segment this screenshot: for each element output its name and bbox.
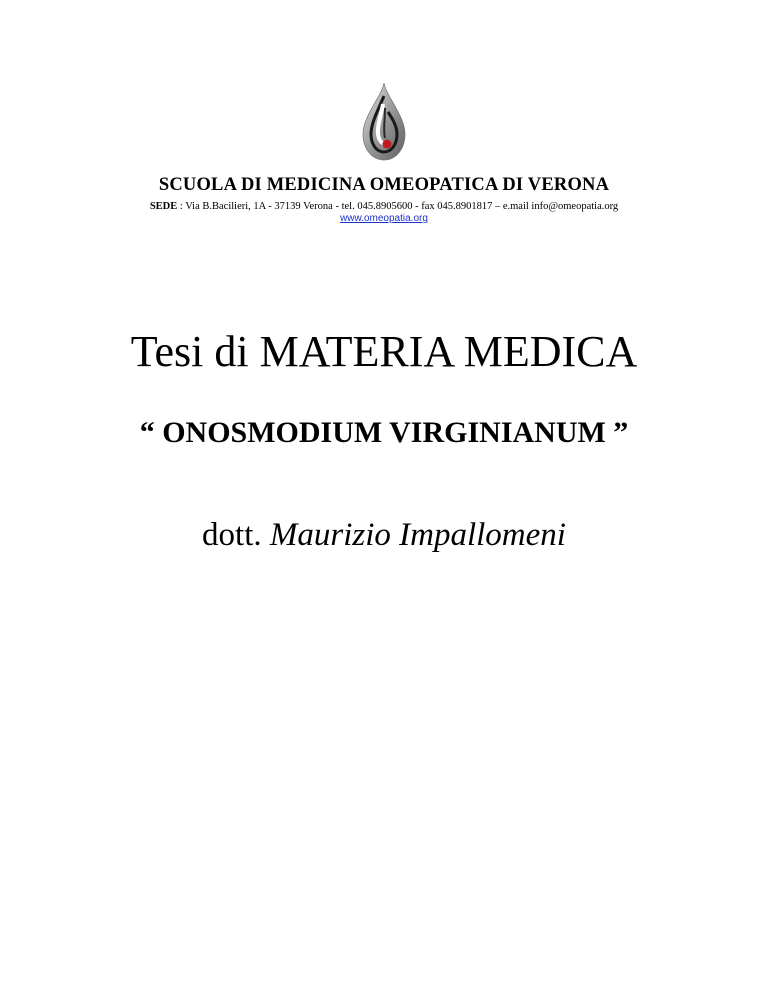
drop-logo-icon bbox=[359, 82, 409, 162]
address-line bbox=[0, 201, 768, 212]
sede-label: SEDE bbox=[149, 201, 178, 212]
address-text: : Via B.Bacilieri, 1A - 37139 Verona - tel. 045.8905600 - fax 045.8901817 – e.mail info@omeopatia.org bbox=[177, 201, 619, 212]
subject-title: “ ONOSMODIUM VIRGINIANUM ” bbox=[139, 416, 629, 449]
school-name-heading: SCUOLA DI MEDICINA OMEOPATICA DI VERONA bbox=[158, 175, 610, 195]
website-link[interactable]: www.omeopatia.org bbox=[340, 213, 428, 224]
author-prefix: dott. bbox=[202, 517, 270, 553]
drop-logo-graphic bbox=[359, 82, 409, 162]
thesis-title: Tesi di MATERIA MEDICA bbox=[130, 327, 638, 376]
author-name: Maurizio Impallomeni bbox=[269, 517, 566, 553]
author-line bbox=[0, 517, 768, 554]
website-link-container bbox=[0, 213, 768, 224]
